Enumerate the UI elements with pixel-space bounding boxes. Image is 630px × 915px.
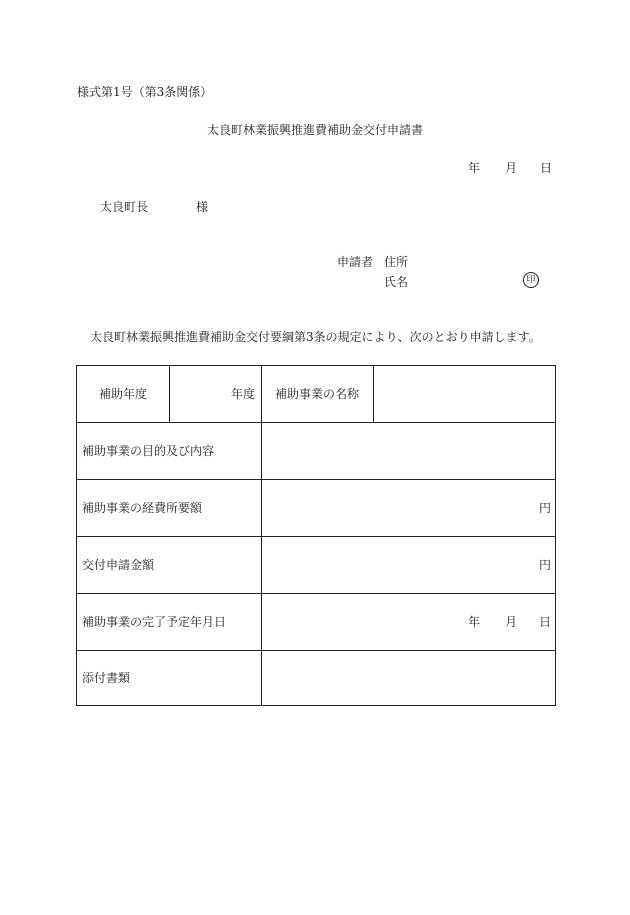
amount-unit: 円 xyxy=(539,558,552,572)
row-divider xyxy=(77,650,555,651)
application-statement: 太良町林業振興推進費補助金交付要綱第3条の規定により、次のとおり申請します。 xyxy=(90,330,541,344)
column-divider xyxy=(169,366,170,422)
row-divider xyxy=(77,422,555,423)
form-number: 様式第1号（第3条関係） xyxy=(77,85,213,99)
completion-date-label: 補助事業の完了予定年月日 xyxy=(82,615,227,629)
project-name-label: 補助事業の名称 xyxy=(275,387,360,401)
row-divider xyxy=(77,593,555,594)
purpose-label: 補助事業の目的及び内容 xyxy=(82,444,215,458)
row-divider xyxy=(77,536,555,537)
row-divider xyxy=(77,479,555,480)
column-divider xyxy=(261,366,262,705)
date-day-label: 日 xyxy=(540,161,553,175)
seal-mark: 印 xyxy=(523,272,539,288)
addressee-name: 太良町長 xyxy=(100,200,149,214)
completion-year-label: 年 xyxy=(468,615,481,629)
fiscal-year-label: 補助年度 xyxy=(99,387,148,401)
date-month-label: 月 xyxy=(505,161,518,175)
completion-day-label: 日 xyxy=(539,615,552,629)
completion-month-label: 月 xyxy=(505,615,518,629)
fiscal-year-unit: 年度 xyxy=(231,387,256,401)
date-year-label: 年 xyxy=(468,161,481,175)
applicant-label: 申請者 xyxy=(337,255,374,269)
amount-label: 交付申請金額 xyxy=(82,558,155,572)
application-form-table xyxy=(76,365,556,706)
applicant-name-label: 氏名 xyxy=(384,275,409,289)
column-divider xyxy=(373,366,374,422)
attachments-label: 添付書類 xyxy=(82,671,131,685)
applicant-address-label: 住所 xyxy=(384,255,409,269)
cost-unit: 円 xyxy=(539,501,552,515)
cost-label: 補助事業の経費所要額 xyxy=(82,501,203,515)
addressee-honorific: 様 xyxy=(196,200,209,214)
document-title: 太良町林業振興推進費補助金交付申請書 xyxy=(206,123,423,137)
